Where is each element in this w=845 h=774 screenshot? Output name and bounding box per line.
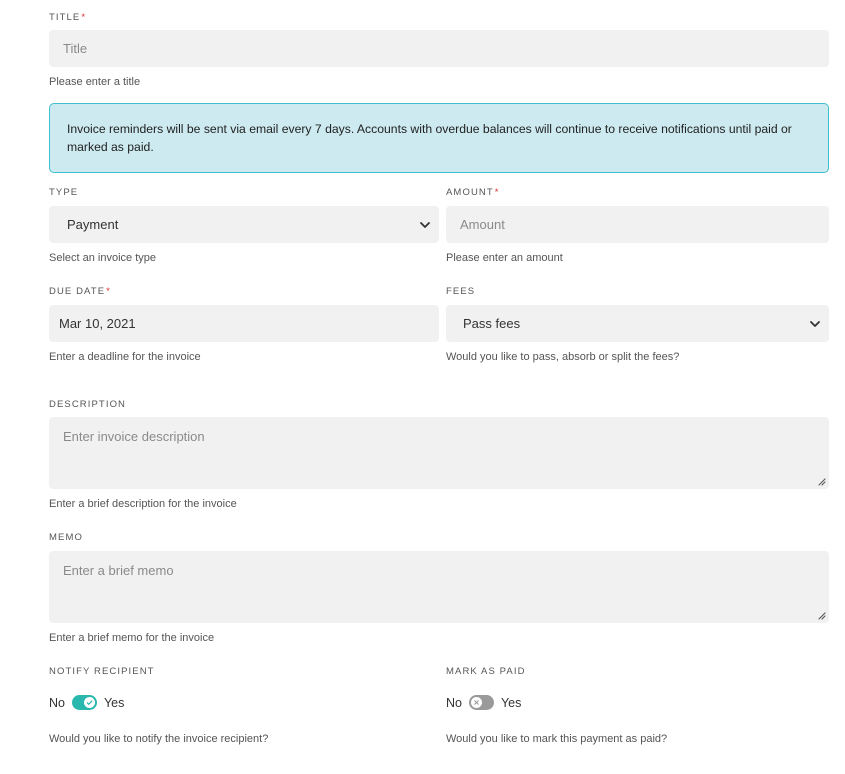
amount-label: AMOUNT*: [446, 187, 500, 198]
notify-yes-label: Yes: [103, 695, 125, 710]
due-date-input[interactable]: [49, 305, 439, 342]
type-select[interactable]: [49, 206, 439, 243]
notify-label: NOTIFY RECIPIENT: [49, 666, 155, 677]
amount-help: Please enter an amount: [446, 252, 563, 264]
check-icon: [86, 699, 93, 706]
memo-help: Enter a brief memo for the invoice: [49, 632, 215, 644]
mark-paid-no-label: No: [446, 695, 462, 710]
toggle-knob: [84, 697, 95, 708]
reminder-notice: [49, 103, 829, 173]
type-selected-value: Payment: [67, 217, 119, 232]
description-textarea[interactable]: [49, 417, 829, 489]
fees-help: Would you like to pass, absorb or split the fees?: [446, 351, 680, 363]
toggle-knob: [471, 697, 482, 708]
notify-help: Would you like to notify the invoice recipient?: [49, 733, 269, 745]
mark-paid-toggle-switch[interactable]: [469, 695, 494, 710]
fees-selected-value: Pass fees: [463, 316, 521, 331]
required-mark: *: [106, 286, 111, 297]
mark-paid-help: Would you like to mark this payment as paid?: [446, 733, 668, 745]
fees-select[interactable]: [446, 305, 829, 342]
description-help: Enter a brief description for the invoice: [49, 498, 237, 510]
memo-textarea[interactable]: [49, 551, 829, 623]
mark-paid-toggle-row: [446, 695, 521, 710]
type-label: TYPE: [49, 187, 79, 198]
notify-toggle-row: [49, 695, 124, 710]
title-input[interactable]: [49, 30, 829, 67]
resize-handle-icon[interactable]: [816, 476, 826, 486]
amount-input[interactable]: [446, 206, 829, 243]
mark-paid-label: MARK AS PAID: [446, 666, 526, 677]
amount-placeholder: Amount: [460, 217, 505, 232]
memo-placeholder: Enter a brief memo: [63, 563, 174, 578]
title-help: Please enter a title: [49, 76, 141, 88]
x-icon: [473, 699, 480, 706]
title-placeholder: Title: [63, 41, 88, 56]
chevron-down-icon: [419, 219, 431, 231]
notify-no-label: No: [49, 695, 65, 710]
type-help: Select an invoice type: [49, 252, 157, 264]
mark-paid-yes-label: Yes: [500, 695, 522, 710]
notify-toggle-switch[interactable]: [72, 695, 97, 710]
resize-handle-icon[interactable]: [816, 610, 826, 620]
due-date-value: Mar 10, 2021: [59, 316, 136, 331]
due-date-label: DUE DATE*: [49, 286, 111, 297]
fees-label: FEES: [446, 286, 476, 297]
due-date-help: Enter a deadline for the invoice: [49, 351, 201, 363]
required-mark: *: [494, 187, 500, 198]
reminder-notice-text: Invoice reminders will be sent via email every 7 days. Accounts with overdue balances will continue to receive notifications until paid or marked as paid.: [67, 122, 792, 154]
description-placeholder: Enter invoice description: [63, 429, 205, 444]
memo-label: MEMO: [49, 532, 83, 543]
chevron-down-icon: [809, 318, 821, 330]
required-mark: *: [81, 12, 87, 23]
description-label: DESCRIPTION: [49, 399, 127, 410]
title-label: TITLE*: [49, 12, 87, 23]
